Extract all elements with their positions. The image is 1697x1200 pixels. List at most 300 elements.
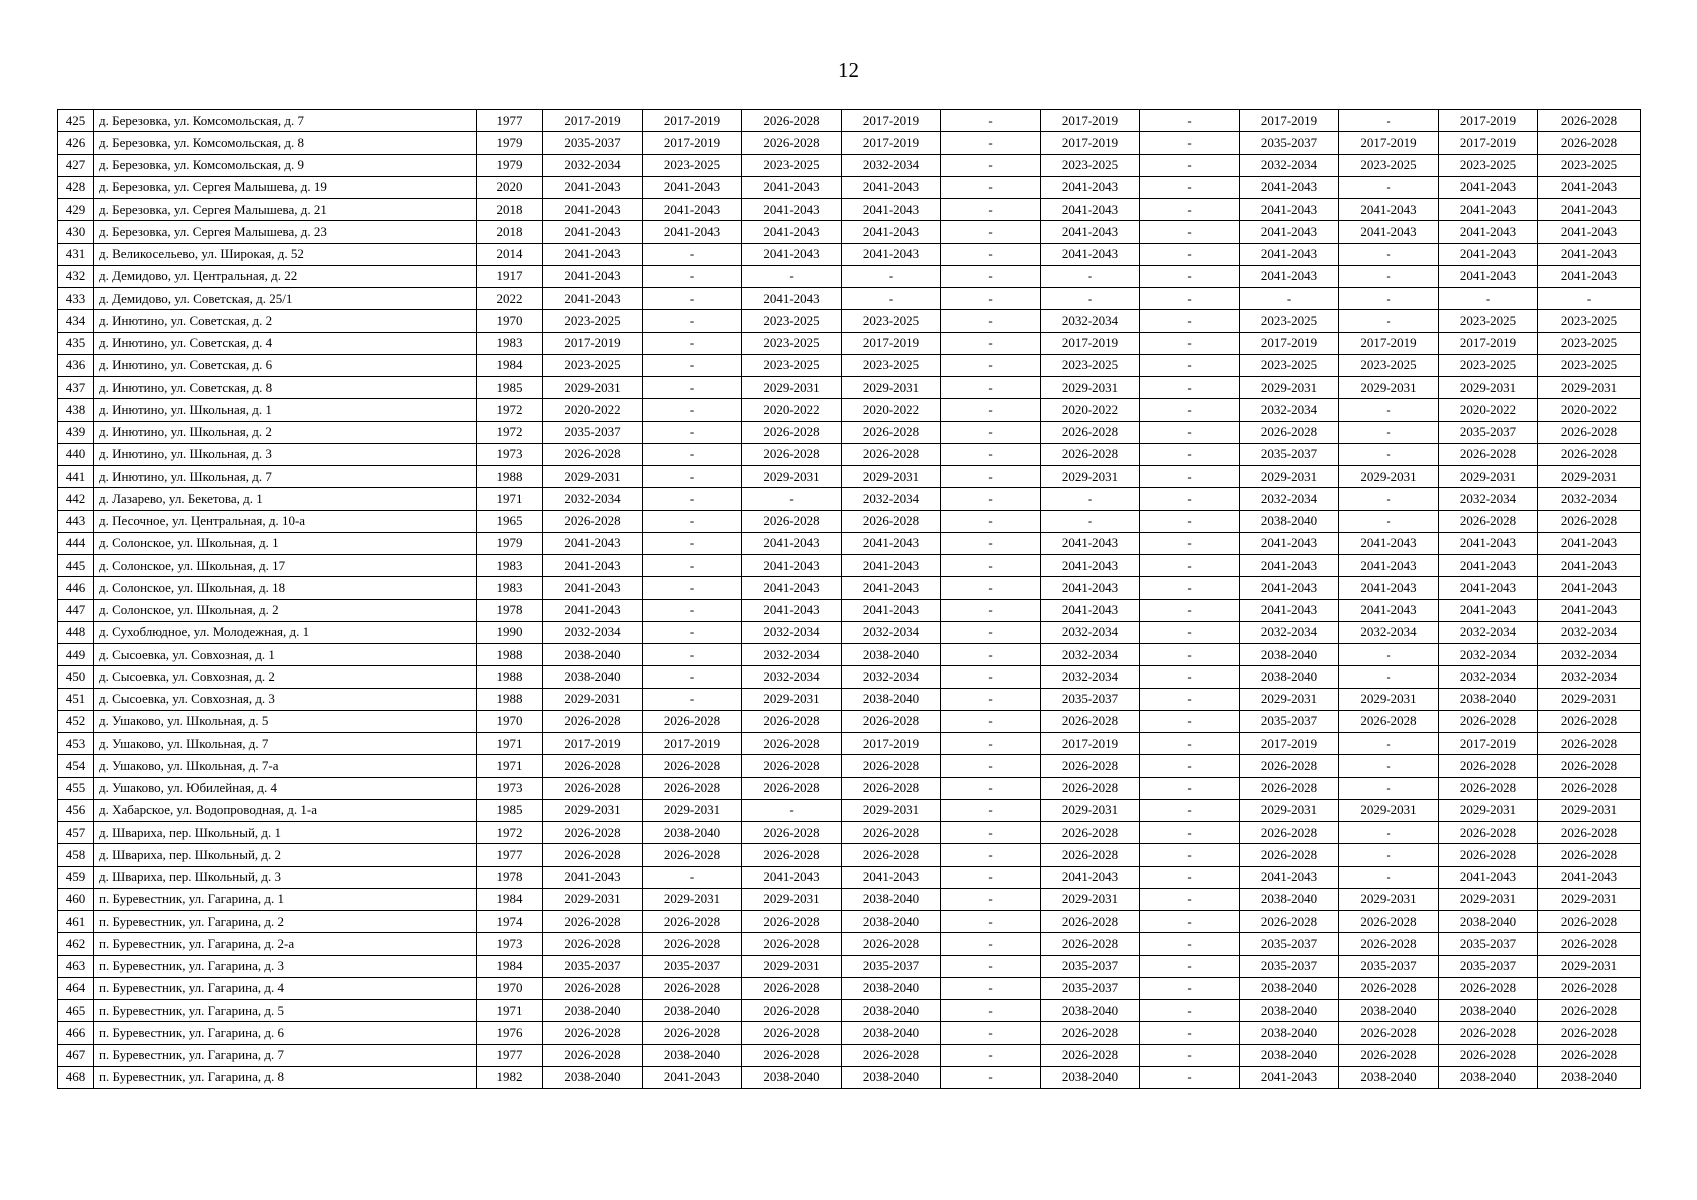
period-cell: 2020-2022 — [742, 399, 842, 421]
period-cell: - — [742, 265, 842, 287]
table-row — [58, 354, 1641, 376]
period-cell: 2038-2040 — [742, 1066, 842, 1088]
period-cell: 2035-2037 — [1041, 688, 1140, 710]
period-cell: - — [1339, 399, 1439, 421]
table-row — [58, 1066, 1641, 1088]
year-cell: 1988 — [477, 688, 543, 710]
period-cell: 2026-2028 — [1041, 844, 1140, 866]
period-cell: 2041-2043 — [742, 577, 842, 599]
period-cell: - — [1339, 510, 1439, 532]
period-cell: - — [1140, 688, 1240, 710]
year-cell: 1985 — [477, 377, 543, 399]
address-cell: д. Солонское, ул. Школьная, д. 2 — [94, 599, 477, 621]
period-cell: 2017-2019 — [1041, 733, 1140, 755]
period-cell: 2038-2040 — [842, 1000, 941, 1022]
year-cell: 1970 — [477, 710, 543, 732]
period-cell: 2026-2028 — [643, 844, 742, 866]
period-cell: 2041-2043 — [742, 532, 842, 554]
period-cell: 2026-2028 — [1041, 1022, 1140, 1044]
period-cell: 2026-2028 — [1538, 421, 1641, 443]
period-cell: 2026-2028 — [1041, 933, 1140, 955]
row-number-cell: 438 — [58, 399, 94, 421]
period-cell: 2032-2034 — [1439, 666, 1538, 688]
address-cell: п. Буревестник, ул. Гагарина, д. 6 — [94, 1022, 477, 1044]
period-cell: - — [643, 288, 742, 310]
period-cell: 2038-2040 — [842, 888, 941, 910]
period-cell: - — [1140, 1000, 1240, 1022]
period-cell: 2026-2028 — [1538, 755, 1641, 777]
period-cell: 2026-2028 — [1439, 755, 1538, 777]
period-cell: 2035-2037 — [543, 421, 643, 443]
period-cell: 2029-2031 — [543, 466, 643, 488]
period-cell: - — [941, 288, 1041, 310]
year-cell: 1971 — [477, 733, 543, 755]
address-cell: д. Швариха, пер. Школьный, д. 3 — [94, 866, 477, 888]
address-cell: д. Ушаково, ул. Юбилейная, д. 4 — [94, 777, 477, 799]
table-row — [58, 510, 1641, 532]
period-cell: 2017-2019 — [1339, 132, 1439, 154]
period-cell: 2026-2028 — [742, 443, 842, 465]
period-cell: 2026-2028 — [1240, 911, 1339, 933]
period-cell: 2029-2031 — [1240, 799, 1339, 821]
period-cell: 2023-2025 — [543, 310, 643, 332]
period-cell: 2038-2040 — [1240, 666, 1339, 688]
period-cell: 2038-2040 — [1240, 644, 1339, 666]
period-cell: 2017-2019 — [1439, 733, 1538, 755]
period-cell: - — [941, 310, 1041, 332]
period-cell: 2026-2028 — [1041, 755, 1140, 777]
period-cell: - — [941, 822, 1041, 844]
period-cell: 2032-2034 — [742, 644, 842, 666]
row-number-cell: 461 — [58, 911, 94, 933]
period-cell: - — [643, 510, 742, 532]
period-cell: - — [1339, 110, 1439, 132]
period-cell: - — [1140, 1044, 1240, 1066]
period-cell: 2026-2028 — [742, 733, 842, 755]
period-cell: 2026-2028 — [1041, 822, 1140, 844]
period-cell: 2038-2040 — [1240, 1022, 1339, 1044]
period-cell: - — [842, 288, 941, 310]
period-cell: - — [1140, 176, 1240, 198]
period-cell: 2032-2034 — [543, 154, 643, 176]
address-cell: д. Инютино, ул. Советская, д. 2 — [94, 310, 477, 332]
address-cell: д. Березовка, ул. Сергея Малышева, д. 19 — [94, 176, 477, 198]
period-cell: - — [1439, 288, 1538, 310]
period-cell: 2041-2043 — [543, 243, 643, 265]
period-cell: 2026-2028 — [1538, 1022, 1641, 1044]
period-cell: 2041-2043 — [643, 176, 742, 198]
period-cell: - — [1140, 154, 1240, 176]
period-cell: - — [1140, 666, 1240, 688]
period-cell: 2035-2037 — [1439, 421, 1538, 443]
year-cell: 2020 — [477, 176, 543, 198]
address-cell: д. Березовка, ул. Сергея Малышева, д. 21 — [94, 199, 477, 221]
period-cell: - — [1140, 265, 1240, 287]
period-cell: 2041-2043 — [1041, 199, 1140, 221]
period-cell: 2023-2025 — [1339, 154, 1439, 176]
period-cell: 2026-2028 — [643, 710, 742, 732]
period-cell: - — [941, 644, 1041, 666]
period-cell: 2026-2028 — [1538, 510, 1641, 532]
table-row — [58, 777, 1641, 799]
period-cell: 2038-2040 — [1439, 1066, 1538, 1088]
period-cell: 2029-2031 — [1439, 377, 1538, 399]
row-number-cell: 447 — [58, 599, 94, 621]
period-cell: 2032-2034 — [1439, 488, 1538, 510]
period-cell: 2041-2043 — [1041, 866, 1140, 888]
period-cell: 2017-2019 — [1439, 332, 1538, 354]
period-cell: - — [1140, 421, 1240, 443]
period-cell: 2017-2019 — [1339, 332, 1439, 354]
period-cell: 2041-2043 — [1538, 532, 1641, 554]
row-number-cell: 429 — [58, 199, 94, 221]
period-cell: - — [941, 154, 1041, 176]
period-cell: - — [1140, 466, 1240, 488]
period-cell: 2041-2043 — [1041, 555, 1140, 577]
year-cell: 1979 — [477, 532, 543, 554]
period-cell: 2032-2034 — [1240, 399, 1339, 421]
year-cell: 1985 — [477, 799, 543, 821]
period-cell: 2017-2019 — [842, 110, 941, 132]
year-cell: 1971 — [477, 1000, 543, 1022]
year-cell: 1973 — [477, 933, 543, 955]
address-cell: п. Буревестник, ул. Гагарина, д. 2 — [94, 911, 477, 933]
period-cell: 2038-2040 — [1439, 911, 1538, 933]
period-cell: - — [941, 176, 1041, 198]
year-cell: 1977 — [477, 1044, 543, 1066]
period-cell: - — [643, 310, 742, 332]
period-cell: 2026-2028 — [1339, 933, 1439, 955]
address-cell: д. Демидово, ул. Центральная, д. 22 — [94, 265, 477, 287]
period-cell: 2029-2031 — [1240, 377, 1339, 399]
period-cell: 2041-2043 — [842, 199, 941, 221]
period-cell: - — [643, 265, 742, 287]
period-cell: - — [941, 1044, 1041, 1066]
period-cell: 2041-2043 — [543, 577, 643, 599]
period-cell: 2026-2028 — [1240, 421, 1339, 443]
period-cell: 2023-2025 — [1041, 154, 1140, 176]
period-cell: 2026-2028 — [1538, 911, 1641, 933]
period-cell: 2026-2028 — [643, 755, 742, 777]
period-cell: 2038-2040 — [643, 1044, 742, 1066]
period-cell: 2041-2043 — [842, 599, 941, 621]
period-cell: - — [643, 332, 742, 354]
period-cell: - — [1140, 933, 1240, 955]
period-cell: 2041-2043 — [1240, 221, 1339, 243]
period-cell: - — [643, 621, 742, 643]
period-cell: 2026-2028 — [543, 1022, 643, 1044]
row-number-cell: 452 — [58, 710, 94, 732]
period-cell: - — [1140, 799, 1240, 821]
period-cell: - — [1140, 310, 1240, 332]
period-cell: 2035-2037 — [643, 955, 742, 977]
year-cell: 1972 — [477, 399, 543, 421]
period-cell: - — [1339, 777, 1439, 799]
period-cell: - — [941, 688, 1041, 710]
address-cell: д. Березовка, ул. Комсомольская, д. 8 — [94, 132, 477, 154]
period-cell: - — [1041, 288, 1140, 310]
address-cell: п. Буревестник, ул. Гагарина, д. 7 — [94, 1044, 477, 1066]
year-cell: 1976 — [477, 1022, 543, 1044]
period-cell: - — [643, 466, 742, 488]
period-cell: 2041-2043 — [1041, 221, 1140, 243]
period-cell: - — [1140, 532, 1240, 554]
period-cell: 2017-2019 — [842, 132, 941, 154]
period-cell: 2029-2031 — [1041, 377, 1140, 399]
address-cell: д. Инютино, ул. Советская, д. 8 — [94, 377, 477, 399]
row-number-cell: 455 — [58, 777, 94, 799]
period-cell: 2026-2028 — [1439, 777, 1538, 799]
period-cell: - — [941, 1000, 1041, 1022]
row-number-cell: 454 — [58, 755, 94, 777]
period-cell: 2035-2037 — [1339, 955, 1439, 977]
period-cell: 2026-2028 — [1538, 110, 1641, 132]
period-cell: 2038-2040 — [1240, 1044, 1339, 1066]
period-cell: - — [1140, 377, 1240, 399]
table-row — [58, 688, 1641, 710]
period-cell: - — [941, 466, 1041, 488]
period-cell: 2041-2043 — [1339, 221, 1439, 243]
period-cell: 2023-2025 — [742, 332, 842, 354]
period-cell: - — [1140, 977, 1240, 999]
year-cell: 1973 — [477, 443, 543, 465]
row-number-cell: 445 — [58, 555, 94, 577]
period-cell: 2038-2040 — [842, 688, 941, 710]
row-number-cell: 468 — [58, 1066, 94, 1088]
period-cell: 2041-2043 — [842, 221, 941, 243]
period-cell: 2038-2040 — [543, 1066, 643, 1088]
period-cell: 2020-2022 — [1041, 399, 1140, 421]
period-cell: 2041-2043 — [842, 532, 941, 554]
address-cell: д. Хабарское, ул. Водопроводная, д. 1-а — [94, 799, 477, 821]
period-cell: 2029-2031 — [1240, 688, 1339, 710]
table-row — [58, 443, 1641, 465]
period-cell: - — [1140, 488, 1240, 510]
year-cell: 1978 — [477, 599, 543, 621]
period-cell: 2041-2043 — [1240, 555, 1339, 577]
year-cell: 1984 — [477, 354, 543, 376]
period-cell: 2038-2040 — [1339, 1066, 1439, 1088]
period-cell: 2038-2040 — [543, 666, 643, 688]
period-cell: 2026-2028 — [842, 844, 941, 866]
period-cell: - — [1339, 844, 1439, 866]
period-cell: 2023-2025 — [1240, 310, 1339, 332]
period-cell: - — [1538, 288, 1641, 310]
period-cell: 2023-2025 — [1439, 354, 1538, 376]
period-cell: 2029-2031 — [543, 888, 643, 910]
period-cell: - — [941, 1022, 1041, 1044]
period-cell: - — [643, 866, 742, 888]
period-cell: 2029-2031 — [543, 688, 643, 710]
row-number-cell: 462 — [58, 933, 94, 955]
address-cell: п. Буревестник, ул. Гагарина, д. 8 — [94, 1066, 477, 1088]
period-cell: 2023-2025 — [842, 310, 941, 332]
period-cell: - — [1339, 421, 1439, 443]
period-cell: - — [643, 421, 742, 443]
table-row — [58, 310, 1641, 332]
period-cell: 2041-2043 — [1439, 555, 1538, 577]
period-cell: 2032-2034 — [1041, 310, 1140, 332]
period-cell: 2032-2034 — [1439, 621, 1538, 643]
period-cell: - — [941, 866, 1041, 888]
period-cell: 2041-2043 — [1240, 199, 1339, 221]
period-cell: 2023-2025 — [1538, 332, 1641, 354]
period-cell: 2035-2037 — [1439, 955, 1538, 977]
period-cell: 2041-2043 — [643, 221, 742, 243]
period-cell: 2041-2043 — [543, 221, 643, 243]
period-cell: 2032-2034 — [1041, 644, 1140, 666]
period-cell: 2029-2031 — [643, 799, 742, 821]
period-cell: - — [1140, 510, 1240, 532]
period-cell: 2026-2028 — [742, 110, 842, 132]
period-cell: 2029-2031 — [543, 377, 643, 399]
year-cell: 1984 — [477, 955, 543, 977]
period-cell: 2041-2043 — [842, 243, 941, 265]
period-cell: 2029-2031 — [742, 466, 842, 488]
period-cell: 2026-2028 — [842, 710, 941, 732]
period-cell: - — [1140, 733, 1240, 755]
period-cell: - — [1041, 510, 1140, 532]
period-cell: 2029-2031 — [742, 688, 842, 710]
row-number-cell: 450 — [58, 666, 94, 688]
period-cell: 2041-2043 — [1339, 577, 1439, 599]
period-cell: 2017-2019 — [1439, 132, 1538, 154]
period-cell: 2026-2028 — [842, 822, 941, 844]
address-cell: д. Инютино, ул. Школьная, д. 2 — [94, 421, 477, 443]
period-cell: 2029-2031 — [1538, 888, 1641, 910]
period-cell: 2026-2028 — [1439, 1022, 1538, 1044]
period-cell: 2041-2043 — [742, 199, 842, 221]
period-cell: 2020-2022 — [842, 399, 941, 421]
period-cell: 2017-2019 — [1041, 132, 1140, 154]
period-cell: 2026-2028 — [1538, 1000, 1641, 1022]
period-cell: 2029-2031 — [1538, 799, 1641, 821]
address-cell: д. Великосельево, ул. Широкая, д. 52 — [94, 243, 477, 265]
period-cell: 2038-2040 — [1439, 688, 1538, 710]
year-cell: 1974 — [477, 911, 543, 933]
period-cell: 2038-2040 — [1041, 1066, 1140, 1088]
table-row — [58, 733, 1641, 755]
period-cell: 2026-2028 — [1538, 132, 1641, 154]
period-cell: - — [941, 977, 1041, 999]
row-number-cell: 436 — [58, 354, 94, 376]
period-cell: 2041-2043 — [643, 1066, 742, 1088]
period-cell: 2041-2043 — [1439, 199, 1538, 221]
period-cell: 2026-2028 — [742, 911, 842, 933]
period-cell: 2041-2043 — [543, 866, 643, 888]
address-cell: д. Сысоевка, ул. Совхозная, д. 2 — [94, 666, 477, 688]
period-cell: 2017-2019 — [1041, 110, 1140, 132]
row-number-cell: 430 — [58, 221, 94, 243]
year-cell: 2018 — [477, 199, 543, 221]
table-row — [58, 221, 1641, 243]
period-cell: - — [941, 510, 1041, 532]
table-row — [58, 377, 1641, 399]
period-cell: 2041-2043 — [1538, 555, 1641, 577]
period-cell: 2026-2028 — [543, 777, 643, 799]
period-cell: 2029-2031 — [643, 888, 742, 910]
table-row — [58, 288, 1641, 310]
period-cell: 2041-2043 — [1041, 176, 1140, 198]
year-cell: 1983 — [477, 577, 543, 599]
year-cell: 1978 — [477, 866, 543, 888]
period-cell: - — [1339, 488, 1439, 510]
period-cell: - — [941, 110, 1041, 132]
period-cell: 2026-2028 — [842, 443, 941, 465]
period-cell: 2038-2040 — [643, 822, 742, 844]
period-cell: - — [941, 599, 1041, 621]
period-cell: 2041-2043 — [1240, 243, 1339, 265]
period-cell: 2041-2043 — [1240, 577, 1339, 599]
period-cell: 2041-2043 — [1439, 265, 1538, 287]
row-number-cell: 453 — [58, 733, 94, 755]
period-cell: - — [941, 421, 1041, 443]
period-cell: 2041-2043 — [1439, 866, 1538, 888]
period-cell: 2026-2028 — [1339, 710, 1439, 732]
year-cell: 1984 — [477, 888, 543, 910]
period-cell: 2026-2028 — [742, 710, 842, 732]
period-cell: 2038-2040 — [1240, 977, 1339, 999]
period-cell: - — [643, 243, 742, 265]
address-cell: д. Сухоблюдное, ул. Молодежная, д. 1 — [94, 621, 477, 643]
period-cell: 2041-2043 — [543, 555, 643, 577]
period-cell: 2017-2019 — [1240, 733, 1339, 755]
period-cell: 2041-2043 — [742, 288, 842, 310]
period-cell: 2017-2019 — [543, 110, 643, 132]
period-cell: 2041-2043 — [1439, 532, 1538, 554]
period-cell: 2041-2043 — [742, 221, 842, 243]
period-cell: 2041-2043 — [1538, 599, 1641, 621]
period-cell: 2026-2028 — [742, 822, 842, 844]
period-cell: - — [1140, 844, 1240, 866]
period-cell: 2017-2019 — [1240, 110, 1339, 132]
year-cell: 1971 — [477, 755, 543, 777]
period-cell: 2035-2037 — [543, 132, 643, 154]
address-cell: д. Сысоевка, ул. Совхозная, д. 3 — [94, 688, 477, 710]
address-cell: д. Лазарево, ул. Бекетова, д. 1 — [94, 488, 477, 510]
period-cell: - — [643, 443, 742, 465]
period-cell: 2026-2028 — [1339, 977, 1439, 999]
period-cell: 2032-2034 — [1538, 666, 1641, 688]
period-cell: - — [1140, 888, 1240, 910]
period-cell: 2041-2043 — [1041, 599, 1140, 621]
table-row — [58, 532, 1641, 554]
period-cell: 2026-2028 — [1538, 1044, 1641, 1066]
period-cell: - — [1140, 443, 1240, 465]
table-row — [58, 844, 1641, 866]
period-cell: 2041-2043 — [543, 288, 643, 310]
period-cell: - — [941, 710, 1041, 732]
period-cell: - — [941, 621, 1041, 643]
period-cell: 2026-2028 — [543, 911, 643, 933]
table-row — [58, 866, 1641, 888]
period-cell: - — [941, 132, 1041, 154]
row-number-cell: 448 — [58, 621, 94, 643]
address-cell: д. Березовка, ул. Комсомольская, д. 9 — [94, 154, 477, 176]
period-cell: 2026-2028 — [742, 1000, 842, 1022]
address-cell: п. Буревестник, ул. Гагарина, д. 3 — [94, 955, 477, 977]
period-cell: 2029-2031 — [842, 466, 941, 488]
period-cell: 2035-2037 — [1041, 955, 1140, 977]
year-cell: 1973 — [477, 777, 543, 799]
period-cell: 2032-2034 — [1538, 644, 1641, 666]
period-cell: 2041-2043 — [1240, 176, 1339, 198]
period-cell: - — [1140, 955, 1240, 977]
period-cell: 2029-2031 — [1439, 888, 1538, 910]
row-number-cell: 443 — [58, 510, 94, 532]
period-cell: - — [1140, 911, 1240, 933]
period-cell: 2029-2031 — [1339, 377, 1439, 399]
